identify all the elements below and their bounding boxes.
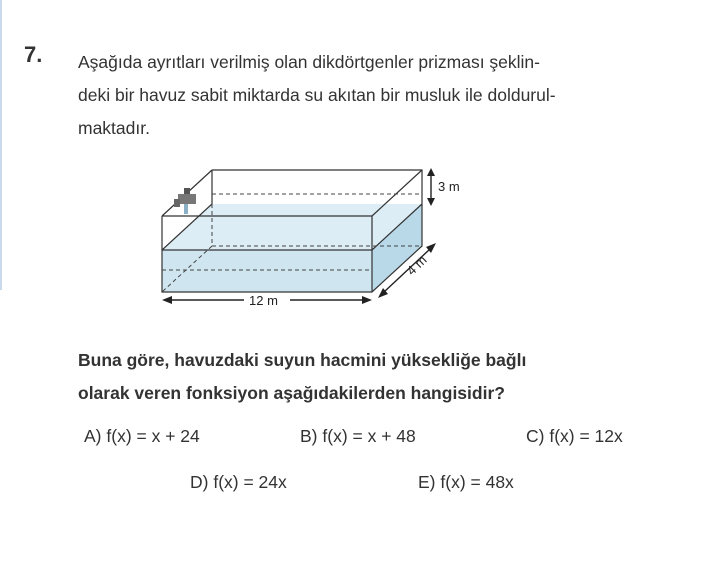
height-label: 3 m — [438, 179, 460, 194]
choice-text: f(x) = x + 48 — [322, 426, 416, 446]
choice-label: D) — [190, 472, 209, 492]
question-prompt — [78, 344, 708, 410]
choice-d[interactable] — [190, 472, 287, 493]
choice-text: f(x) = 24x — [213, 472, 287, 492]
question-prompt-line: olarak veren fonksiyon aşağıdakilerden hangisidir? — [78, 383, 505, 403]
choice-label: A) — [84, 426, 102, 446]
width-label: 4 m — [403, 252, 430, 279]
length-label: 12 m — [249, 293, 278, 308]
question-text-line: Aşağıda ayrıtları verilmiş olan dikdörtgenler prizması şeklin- — [78, 52, 540, 72]
choice-text: f(x) = 12x — [549, 426, 623, 446]
question-prompt-line: Buna göre, havuzdaki suyun hacmini yüksekliğe bağlı — [78, 350, 527, 370]
water-side-face — [162, 250, 372, 292]
choice-label: C) — [526, 426, 545, 446]
choice-label: B) — [300, 426, 318, 446]
height-dimension — [427, 168, 435, 206]
question-text — [78, 46, 708, 145]
choice-a[interactable] — [84, 426, 200, 447]
question-text-line: deki bir havuz sabit miktarda su akıtan bir musluk ile doldurul- — [78, 85, 556, 105]
question-number: 7. — [24, 42, 43, 67]
question-text-line: maktadır. — [78, 118, 150, 138]
choice-text: f(x) = x + 24 — [106, 426, 200, 446]
choice-c[interactable] — [526, 426, 623, 447]
choice-text: f(x) = 48x — [440, 472, 514, 492]
faucet-icon — [174, 188, 196, 214]
pool-prism-figure — [150, 158, 480, 308]
choice-b[interactable] — [300, 426, 416, 447]
choice-label: E) — [418, 472, 436, 492]
choice-e[interactable] — [418, 472, 514, 493]
page-edge-line — [0, 0, 2, 290]
